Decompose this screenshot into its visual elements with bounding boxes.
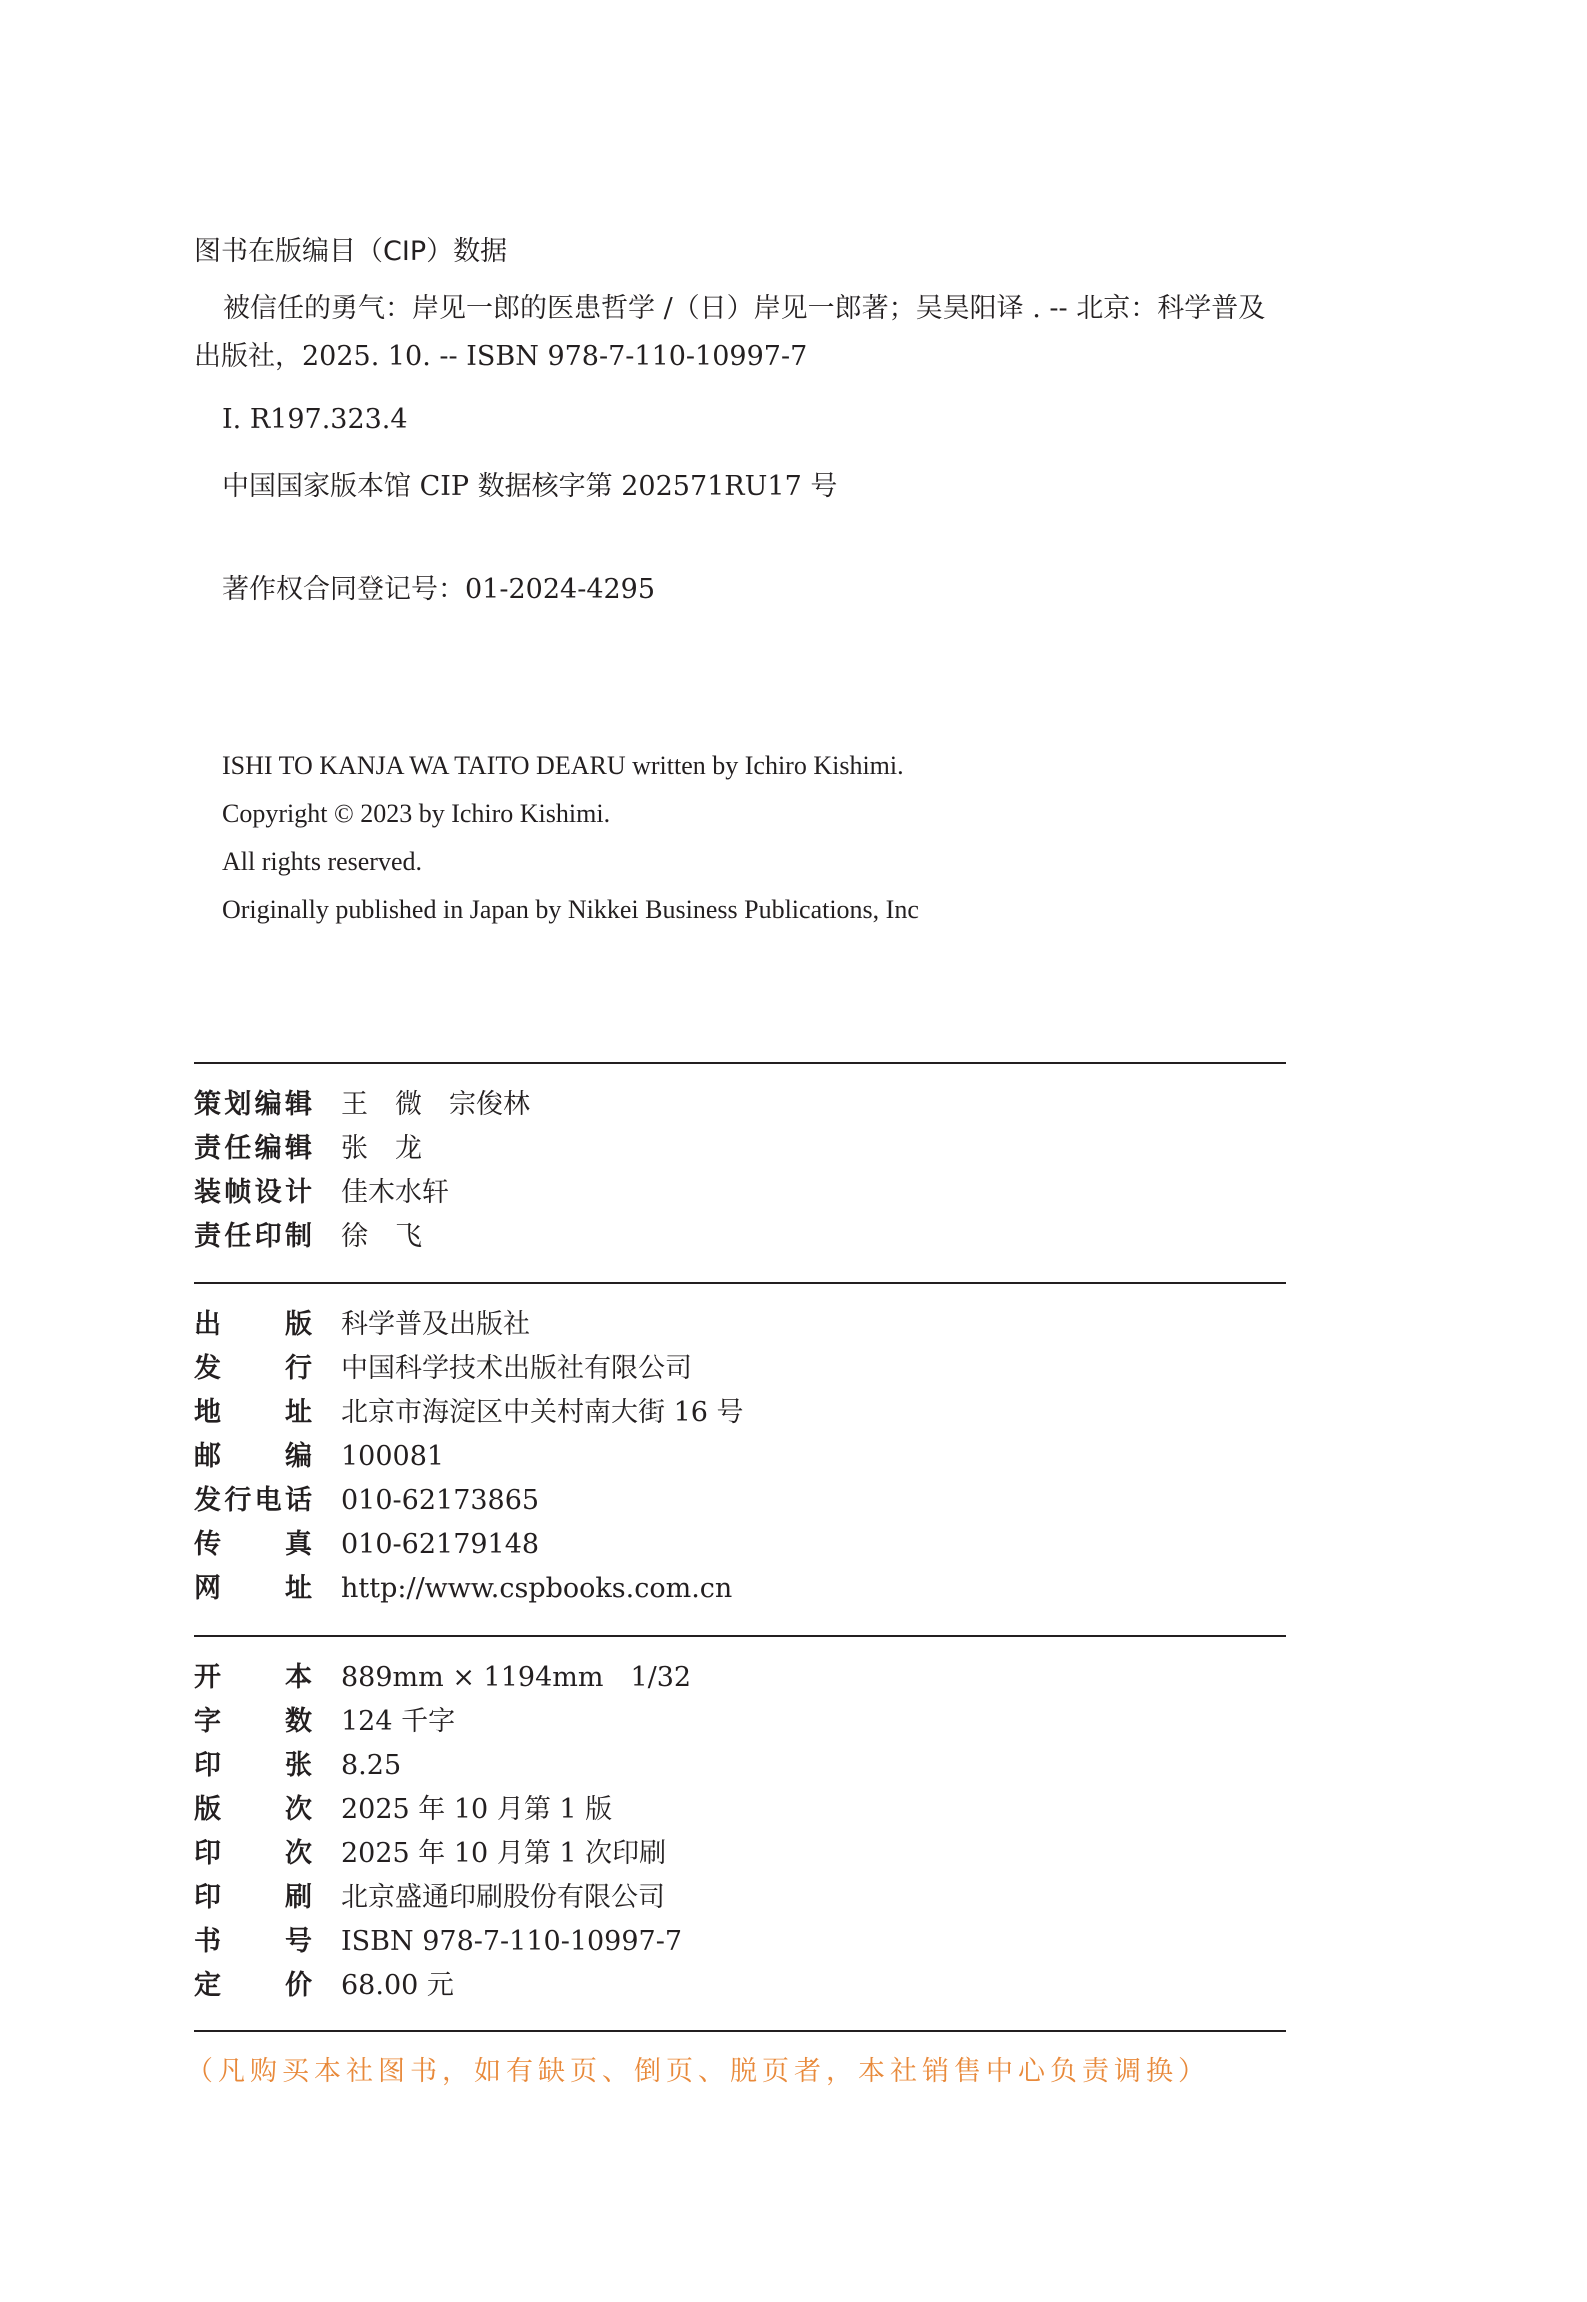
cip-classification: Ⅰ. R197.323.4 (222, 404, 408, 435)
staff-block (194, 1083, 1286, 1259)
divider (194, 1635, 1286, 1637)
copyright-line: ISHI TO KANJA WA TAITO DEARU written by Ichiro Kishimi. (222, 751, 904, 780)
info-value: 张 龙 (341, 1133, 422, 1164)
info-value: 010-62179148 (341, 1529, 540, 1560)
info-value: ISBN 978-7-110-10997-7 (341, 1926, 683, 1957)
info-label: 责 任 编 辑 (194, 1133, 312, 1164)
info-row (194, 1876, 1286, 1920)
info-value: 124 千字 (341, 1706, 456, 1737)
info-row (194, 1832, 1286, 1876)
cip-verification: 中国国家版本馆 CIP 数据核字第 202571RU17 号 (222, 471, 838, 502)
info-label: 印 张 (194, 1750, 312, 1781)
info-label: 定 价 (194, 1970, 312, 2001)
info-row (194, 1788, 1286, 1832)
info-row (194, 1391, 1286, 1435)
info-label: 字 数 (194, 1706, 312, 1737)
info-label: 责 任 印 制 (194, 1221, 312, 1252)
info-row (194, 1964, 1286, 2008)
info-value: 中国科学技术出版社有限公司 (341, 1353, 692, 1384)
info-label: 传 真 (194, 1529, 312, 1560)
print-block (194, 1656, 1286, 2008)
info-value: 佳木水轩 (341, 1177, 449, 1208)
replacement-notice: （凡购买本社图书，如有缺页、倒页、脱页者，本社销售中心负责调换） (186, 2056, 1210, 2087)
info-row (194, 1479, 1286, 1523)
info-row (194, 1920, 1286, 1964)
info-label: 邮 编 (194, 1441, 312, 1472)
info-value: 68.00 元 (341, 1970, 454, 2001)
info-row (194, 1435, 1286, 1479)
cip-heading: 图书在版编目（CIP）数据 (194, 236, 508, 267)
info-row (194, 1744, 1286, 1788)
info-row (194, 1303, 1286, 1347)
info-label: 发 行 (194, 1353, 312, 1384)
info-value: 王 微 宗俊林 (341, 1089, 530, 1120)
info-value: 徐 飞 (341, 1221, 422, 1252)
info-row (194, 1523, 1286, 1567)
info-value: http://www.cspbooks.com.cn (341, 1573, 733, 1604)
info-label: 版 次 (194, 1794, 312, 1825)
info-value: 8.25 (341, 1750, 402, 1781)
info-label: 书 号 (194, 1926, 312, 1957)
info-value: 北京市海淀区中关村南大街 16 号 (341, 1397, 744, 1428)
info-row (194, 1347, 1286, 1391)
info-value: 2025 年 10 月第 1 版 (341, 1794, 613, 1825)
info-label: 策 划 编 辑 (194, 1089, 312, 1120)
info-row (194, 1656, 1286, 1700)
info-value: 889mm × 1194mm 1/32 (341, 1662, 692, 1693)
copyright-line: Copyright © 2023 by Ichiro Kishimi. (222, 799, 611, 828)
copyright-notice (222, 742, 919, 934)
info-value: 科学普及出版社 (341, 1309, 530, 1340)
publisher-block (194, 1303, 1286, 1611)
info-row (194, 1171, 1286, 1215)
info-value: 北京盛通印刷股份有限公司 (341, 1882, 665, 1913)
contract-registration: 著作权合同登记号：01-2024-4295 (222, 574, 656, 605)
info-label: 出 版 (194, 1309, 312, 1340)
divider (194, 1062, 1286, 1064)
info-row (194, 1700, 1286, 1744)
info-row (194, 1127, 1286, 1171)
info-value: 010-62173865 (341, 1485, 540, 1516)
info-label: 开 本 (194, 1662, 312, 1693)
info-value: 100081 (341, 1441, 445, 1472)
info-value: 2025 年 10 月第 1 次印刷 (341, 1838, 667, 1869)
info-label: 地 址 (194, 1397, 312, 1428)
info-label: 装 帧 设 计 (194, 1177, 312, 1208)
info-row (194, 1083, 1286, 1127)
copyright-line: All rights reserved. (222, 847, 423, 876)
copyright-line: Originally published in Japan by Nikkei Business Publications, Inc (222, 895, 919, 924)
info-label: 发 行 电 话 (194, 1485, 312, 1516)
info-label: 网 址 (194, 1573, 312, 1604)
info-row (194, 1567, 1286, 1611)
divider (194, 1282, 1286, 1284)
cip-description: 被信任的勇气：岸见一郎的医患哲学 /（日）岸见一郎著；吴昊阳译 . -- 北京：科学普及出版社，2025. 10. -- ISBN 978-7-110-10997-7 (194, 293, 1266, 372)
info-label: 印 刷 (194, 1882, 312, 1913)
info-label: 印 次 (194, 1838, 312, 1869)
info-row (194, 1215, 1286, 1259)
divider (194, 2030, 1286, 2032)
